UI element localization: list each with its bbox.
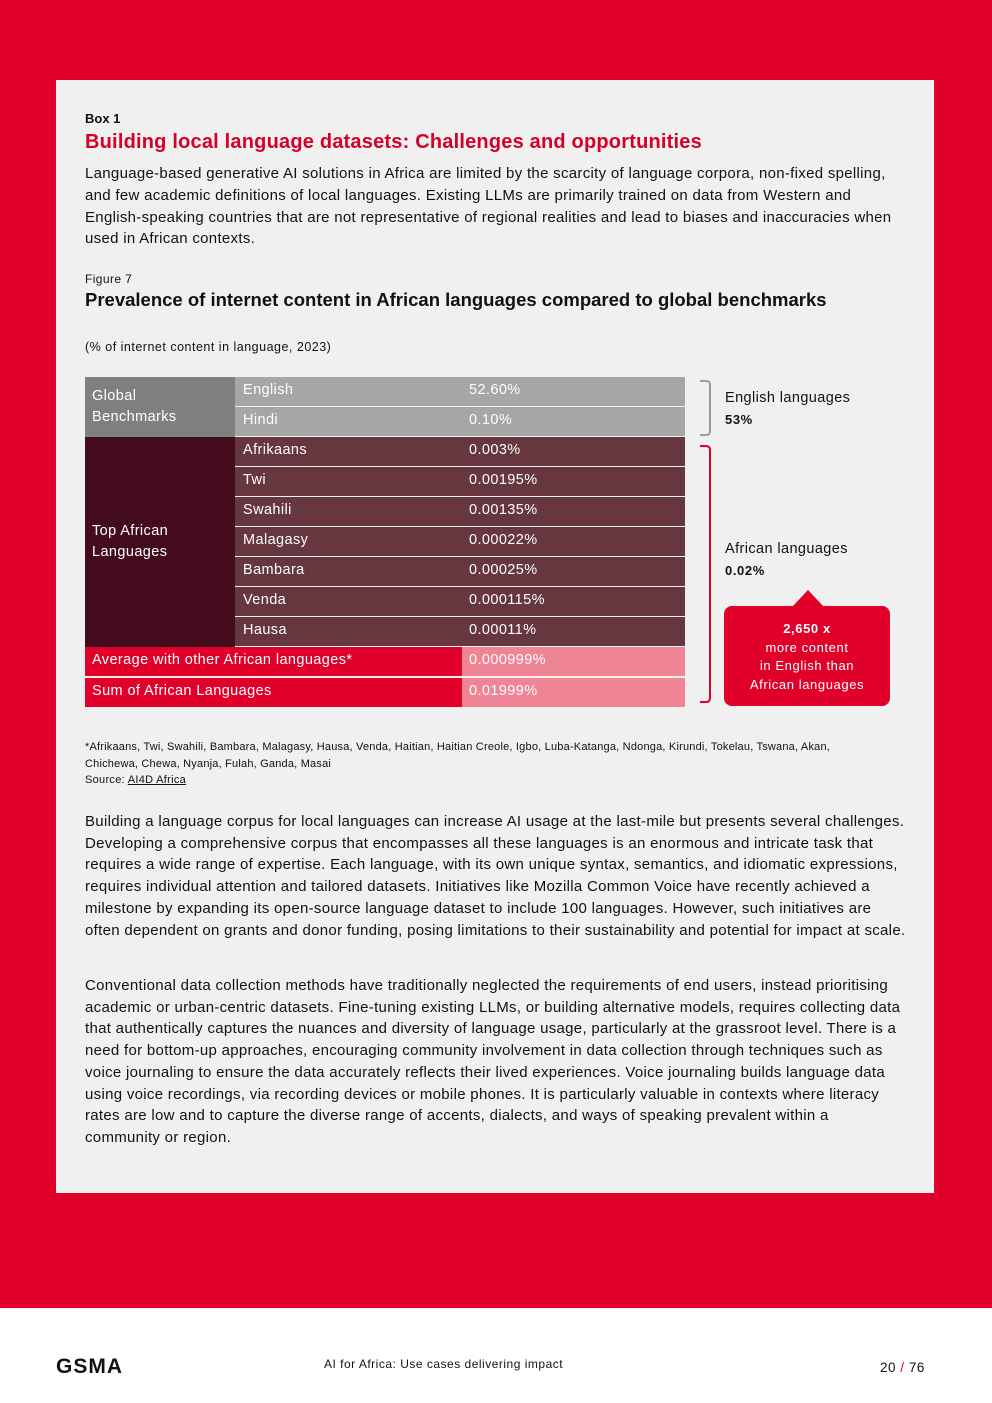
source-prefix: Source: xyxy=(85,774,128,786)
total-pages: 76 xyxy=(908,1360,925,1375)
callout-multiplier: 2,650 x xyxy=(783,621,831,636)
english-languages-label xyxy=(725,388,850,430)
table-row xyxy=(235,557,685,587)
row-language: Venda xyxy=(243,592,287,608)
row-value: 0.000115% xyxy=(469,592,545,608)
box-label: Box 1 xyxy=(85,111,121,126)
row-language: Hindi xyxy=(243,412,279,428)
row-language: Swahili xyxy=(243,502,292,518)
page-number xyxy=(880,1360,925,1375)
summary-row-average xyxy=(85,647,685,677)
callout-text: in English than xyxy=(759,658,855,673)
row-language: Bambara xyxy=(243,562,305,578)
summary-value: 0.000999% xyxy=(462,647,685,676)
language-table xyxy=(85,377,685,708)
row-value: 0.003% xyxy=(469,442,521,458)
row-value: 0.00011% xyxy=(469,622,537,638)
table-row xyxy=(235,437,685,467)
african-bracket xyxy=(696,444,716,704)
figure-label: Figure 7 xyxy=(85,272,133,286)
summary-label: Sum of African Languages xyxy=(85,678,462,707)
page-separator: / xyxy=(900,1360,905,1375)
intro-paragraph: Language-based generative AI solutions in Africa are limited by the scarcity of language corpora, non-fixed spelling, and few academic definitions of local languages. Existing LLMs are primarily trained on data from Western and English-speaking countries that are not representative of regional realities and lead to biases and inaccuracies when used in African contexts. xyxy=(85,165,892,248)
row-value: 0.00195% xyxy=(469,472,538,488)
group-label: Global Benchmarks xyxy=(92,388,177,425)
row-value: 52.60% xyxy=(469,382,521,398)
footer-title: AI for Africa: Use cases delivering impact xyxy=(324,1357,564,1371)
callout-text: more content xyxy=(765,639,849,655)
footnote: *Afrikaans, Twi, Swahili, Bambara, Malagasy, Hausa, Venda, Haitian, Haitian Creole, Igbo, Luba-Katanga, Ndonga, Kirundi, Tokelau, Tswana, Akan, Chichewa, Chewa, Nyanja, Fulah, Ganda, Masai xyxy=(85,741,831,770)
side-label-text: African languages xyxy=(725,541,848,557)
box-1 xyxy=(56,80,934,1193)
summary-value: 0.01999% xyxy=(462,678,685,707)
comparison-callout xyxy=(724,606,890,706)
table-row xyxy=(235,467,685,497)
summary-label: Average with other African languages* xyxy=(85,647,462,676)
row-value: 0.00025% xyxy=(469,562,538,578)
table-row xyxy=(235,377,685,407)
row-language: Afrikaans xyxy=(243,442,308,458)
table-row xyxy=(235,587,685,617)
body-paragraph: Building a language corpus for local languages can increase AI usage at the last-mile but presents several challenges. Developing a comprehensive corpus that encompasses all these languages is an enormous and intricate task that requires a wide range of expertise. Each language, with its own unique syntax, semantics, and idiomatic expressions, requires individual attention and tailored datasets. Initiatives like Mozilla Common Voice have recently achieved a milestone by expanding its open-source language dataset to include 100 languages. However, such initiatives are often dependent on grants and donor funding, posing limitations to their sustainability and potential for impact at scale. xyxy=(85,813,906,939)
callout-arrow xyxy=(793,590,823,606)
row-language: Malagasy xyxy=(243,532,309,548)
current-page: 20 xyxy=(880,1360,897,1375)
table-row xyxy=(235,617,685,647)
source-link[interactable]: AI4D Africa xyxy=(127,774,187,786)
figure-title: Prevalence of internet content in African languages compared to global benchmarks xyxy=(85,289,827,310)
group-label: Top African Languages xyxy=(92,523,169,560)
row-language: English xyxy=(243,382,294,398)
group-global-benchmarks xyxy=(85,377,235,437)
side-label-value: 0.02% xyxy=(725,563,765,578)
callout-text: African languages xyxy=(749,676,865,692)
side-label-value: 53% xyxy=(725,412,753,427)
row-value: 0.00135% xyxy=(469,502,538,518)
body-paragraph: Conventional data collection methods have traditionally neglected the requirements of end users, instead prioritising academic or urban-centric datasets. Fine-tuning existing LLMs, or building alternative models, requires collecting data that authentically captures the nuances and diversity of language usage, particularly at the grassroot level. There is a need for bottom-up approaches, encouraging community involvement in data collection through techniques such as voice journaling to ensure the data accurately reflects their lived experiences. Voice journaling builds language data using voice recordings, via recording devices or mobile phones. It is particularly valuable in contexts where literacy rates are low and to capture the diverse range of accents, dialects, and ways of speaking prevalent within a community or region. xyxy=(85,977,901,1146)
row-language: Hausa xyxy=(243,622,287,638)
table-row xyxy=(235,407,685,437)
figure-subtitle: (% of internet content in language, 2023) xyxy=(85,340,332,354)
side-label-text: English languages xyxy=(725,390,851,406)
summary-row-sum xyxy=(85,678,685,708)
source-line xyxy=(85,774,186,786)
table-row xyxy=(235,527,685,557)
row-value: 0.00022% xyxy=(469,532,538,548)
row-language: Twi xyxy=(243,472,266,488)
english-bracket xyxy=(696,379,716,437)
group-top-african-languages xyxy=(85,437,235,647)
table-row xyxy=(235,497,685,527)
african-languages-label xyxy=(725,539,848,581)
gsma-logo: GSMA xyxy=(56,1355,123,1378)
row-value: 0.10% xyxy=(469,412,513,428)
box-title: Building local language datasets: Challenges and opportunities xyxy=(85,131,702,153)
